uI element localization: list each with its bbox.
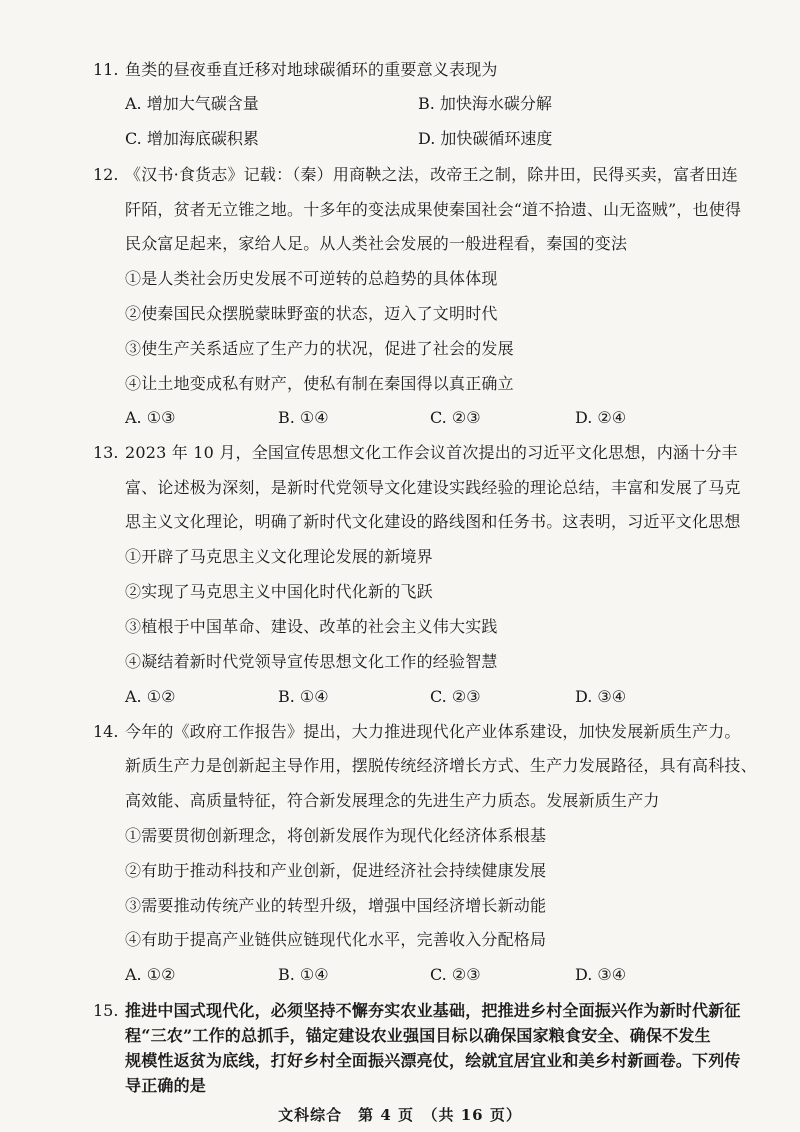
option-a: A. ①③	[125, 408, 176, 427]
question-number: 13.	[93, 443, 119, 462]
statement-2: ②有助于推动科技和产业创新，促进经济社会持续健康发展	[125, 861, 547, 880]
option-b: B. ①④	[278, 687, 329, 706]
statement-2: ②使秦国民众摆脱蒙昧野蛮的状态，迈入了文明时代	[125, 304, 498, 323]
question-stem-line: 推进中国式现代化，必须坚持不懈夯实农业基础，把推进乡村全面振兴作为新时代新征	[125, 1001, 741, 1020]
question-stem-line: 导正确的是	[125, 1076, 207, 1095]
statement-3: ③使生产关系适应了生产力的状况，促进了社会的发展	[125, 339, 514, 358]
statement-2: ②实现了马克思主义中国化时代化新的飞跃	[125, 582, 433, 601]
question-number: 14.	[93, 722, 119, 741]
question-stem-line: 富、论述极为深刻，是新时代党领导文化建设实践经验的理论总结，丰富和发展了马克	[125, 478, 741, 497]
question-stem-line: 新质生产力是创新起主导作用，摆脱传统经济增长方式、生产力发展路径，具有高科技、	[125, 756, 757, 775]
statement-1: ①是人类社会历史发展不可逆转的总趋势的具体体现	[125, 269, 498, 288]
statement-4: ④凝结着新时代党领导宣传思想文化工作的经验智慧	[125, 652, 498, 671]
statement-4: ④让土地变成私有财产，使私有制在秦国得以真正确立	[125, 374, 514, 393]
option-d: D. ②④	[575, 408, 627, 427]
question-stem-line: 《汉书·食货志》记载：（秦）用商鞅之法，改帝王之制，除井田，民得买卖，富者田连	[125, 165, 738, 184]
question-stem-line: 程“三农”工作的总抓手，锚定建设农业强国目标以确保国家粮食安全、确保不发生	[125, 1026, 711, 1045]
option-c: C. ②③	[430, 687, 481, 706]
page-footer: 文科综合 第 4 页 （共 16 页）	[278, 1106, 522, 1124]
option-c: C. 增加海底碳积累	[125, 129, 259, 148]
question-number: 12.	[93, 165, 119, 184]
question-stem: 鱼类的昼夜垂直迁移对地球碳循环的重要意义表现为	[125, 60, 498, 79]
statement-1: ①开辟了马克思主义文化理论发展的新境界	[125, 547, 433, 566]
question-stem-line: 民众富足起来，家给人足。从人类社会发展的一般进程看，秦国的变法	[125, 234, 628, 253]
question-number: 15.	[93, 1001, 119, 1020]
option-a: A. ①②	[125, 687, 176, 706]
option-b: B. 加快海水碳分解	[418, 94, 552, 113]
question-number: 11.	[93, 60, 119, 79]
question-stem-line: 规模性返贫为底线，打好乡村全面振兴漂亮仗，绘就宜居宜业和美乡村新画卷。下列传	[125, 1051, 741, 1070]
option-b: B. ①④	[278, 965, 329, 984]
option-a: A. 增加大气碳含量	[125, 94, 259, 113]
option-d: D. 加快碳循环速度	[418, 129, 553, 148]
statement-3: ③植根于中国革命、建设、改革的社会主义伟大实践	[125, 617, 498, 636]
option-d: D. ③④	[575, 965, 627, 984]
statement-3: ③需要推动传统产业的转型升级，增强中国经济增长新动能	[125, 896, 547, 915]
option-a: A. ①②	[125, 965, 176, 984]
question-stem-line: 2023 年 10 月，全国宣传思想文化工作会议首次提出的习近平文化思想，内涵十分丰	[125, 443, 738, 462]
statement-1: ①需要贯彻创新理念，将创新发展作为现代化经济体系根基	[125, 826, 547, 845]
question-stem-line: 高效能、高质量特征，符合新发展理念的先进生产力质态。发展新质生产力	[125, 791, 660, 810]
option-d: D. ③④	[575, 687, 627, 706]
question-stem-line: 阡陌，贫者无立锥之地。十多年的变法成果使秦国社会“道不拾遗、山无盗贼”，也使得	[125, 200, 742, 219]
question-stem-line: 思主义文化理论，明确了新时代文化建设的路线图和任务书。这表明，习近平文化思想	[125, 512, 741, 531]
option-c: C. ②③	[430, 965, 481, 984]
option-b: B. ①④	[278, 408, 329, 427]
option-c: C. ②③	[430, 408, 481, 427]
statement-4: ④有助于提高产业链供应链现代化水平，完善收入分配格局	[125, 930, 547, 949]
question-stem-line: 今年的《政府工作报告》提出，大力推进现代化产业体系建设，加快发展新质生产力。	[125, 722, 741, 741]
